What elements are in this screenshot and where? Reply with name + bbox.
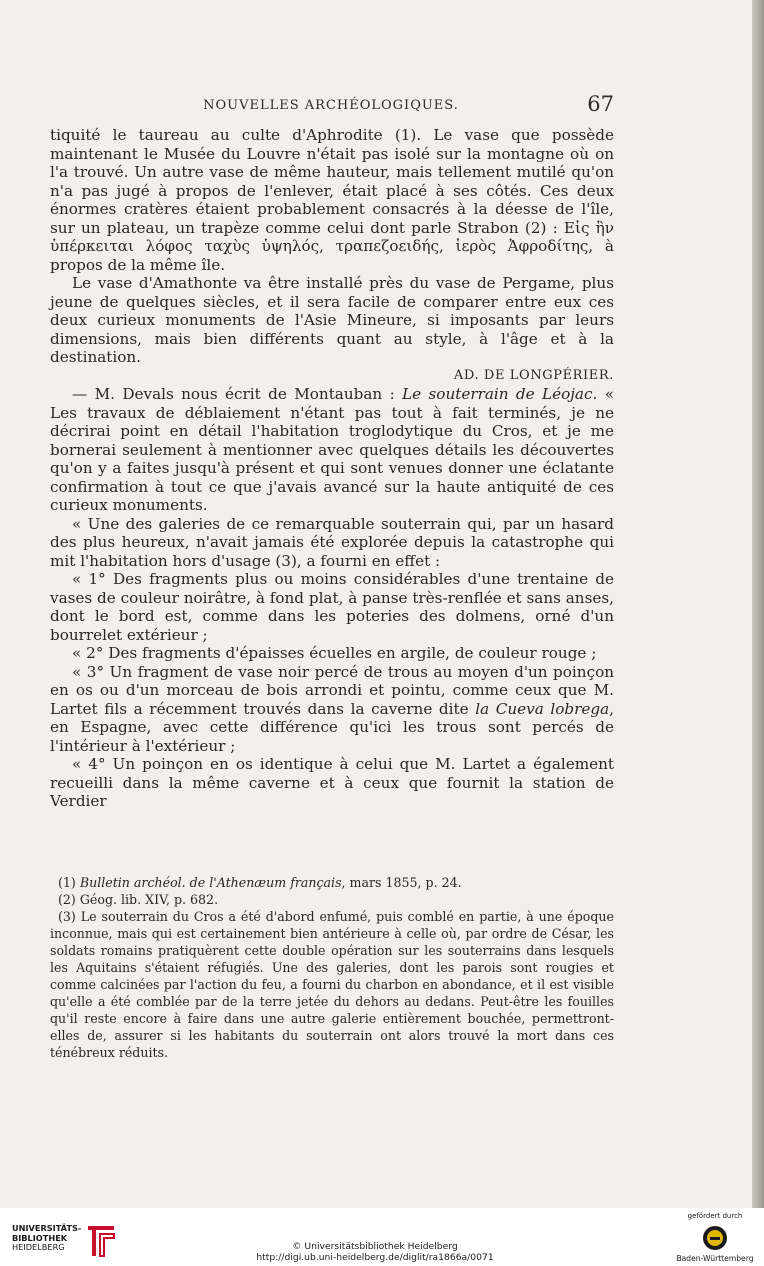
footnotes (50, 874, 614, 1061)
paragraph-7 (50, 663, 614, 756)
footnote-1 (50, 874, 614, 891)
footnote-1-source: Bulletin archéol. de l'Athenæum français (79, 875, 342, 890)
library-name (12, 1224, 88, 1253)
signature: AD. DE LONGPÉRIER. (453, 367, 614, 383)
library-name-line3: HEIDELBERG (12, 1242, 65, 1252)
running-header (48, 92, 614, 122)
funded-by-label: gefördert durch (687, 1212, 743, 1220)
paragraph-3-title: Le souterrain de Léojac. (402, 385, 598, 403)
footnote-1-num: (1) (58, 875, 80, 890)
copyright-credit (250, 1242, 500, 1263)
library-logo[interactable] (12, 1222, 132, 1262)
paragraph-4: « Une des galeries de ce remarquable souterrain qui, par un hasard des plus heureux, n'avait jamais été explorée depuis la catastrophe qui mit l'habitation hors d'usage (3), a fourni en effet : (50, 514, 614, 570)
main-text (50, 126, 614, 811)
footnote-2: (2) Géog. lib. XIV, p. 682. (58, 892, 219, 907)
paragraph-5: « 1° Des fragments plus ou moins considérables d'une trentaine de vases de couleur noirâtre, à fond plat, à panse très-renflée et sans anses, dont le bord est, comme dans les poteries des dolmens, orné d'un bourrelet extérieur ; (50, 570, 614, 644)
library-name-line1: UNIVERSITÄTS- (12, 1223, 82, 1233)
footnote-3: (3) Le souterrain du Cros a été d'abord enfumé, puis comblé en partie, à une époque inconnue, mais qui est certainement bien antérieure à celle où, par ordre de César, les soldats romains pratiquèrent cette double opération sur les souterrains dans lesquels les Aquitains s'étaient réfugiés. Une des galeries, dont les parois sont rougies et comme calcinées par l'action du feu, a fourni du charbon en abondance, et il est visible qu'elle a été comblée par de la terre jetée du dehors au dedans. Peut-être les fouilles qu'il reste encore à faire dans une autre galerie entièrement bouchée, permettront-elles de, assurer si les habitants du souterrain ont alors trouvé la mort dans ces ténébreux réduits. (50, 909, 614, 1060)
footnote-1-rest: , mars 1855, p. 24. (341, 875, 462, 890)
source-url-link[interactable]: http://digi.ub.uni-heidelberg.de/diglit/ra1866a/0071 (256, 1251, 494, 1263)
paragraph-3-start: — M. Devals nous écrit de Montauban : (72, 385, 403, 403)
paragraph-7-rest: , en Espagne, avec cette différence qu'ici les trous sont percés de l'intérieur à l'extérieur ; (50, 699, 614, 755)
state-coat-of-arms-icon (702, 1225, 728, 1251)
paragraph-3 (50, 385, 614, 515)
paragraph-2: Le vase d'Amathonte va être installé près du vase de Pergame, plus jeune de quelques siècles, et il sera facile de comparer entre eux ces deux curieux monuments de l'Asie Mineure, si imposants par leurs dimensions, mais bien différents quant au style, à l'âge et à la destination. (50, 274, 614, 366)
paragraph-1: tiquité le taureau au culte d'Aphrodite (1). Le vase que possède maintenant le Musée du Louvre n'était pas isolé sur la montagne où on l'a trouvé. Un autre vase de même hauteur, mais tellement mutilé qu'on n'a pas jugé à propos de l'enlever, était placé à ses côtés. Ces deux énormes cratères étaient probablement consacrés à la déesse de l'île, sur un plateau, un trapèze comme celui dont parle Strabon (2) : Εἰς ἣν ὑπέρκειται λόφος ταχὺς ὑψηλός, τραπεζοειδής, ἱερὸς Ἀφροδίτης, à propos de la même île. (50, 126, 614, 274)
page-number: 67 (587, 92, 614, 116)
copyright-text: © Universitätsbibliothek Heidelberg (292, 1241, 458, 1252)
paragraph-7-start: « 3° Un fragment de vase noir percé de trous au moyen d'un poinçon en os ou d'un morceau de bois arrondi et pointu, comme ceux que M. Lartet fils a récemment trouvés dans la caverne dite (50, 662, 614, 718)
running-title: NOUVELLES ARCHÉOLOGIQUES. (203, 98, 459, 113)
funder-name: Baden-Württemberg (676, 1254, 754, 1263)
page-spine-shadow (752, 0, 764, 1208)
paragraph-6: « 2° Des fragments d'épaisses écuelles en argile, de couleur rouge ; (72, 644, 597, 662)
paragraph-7-cave-name: la Cueva lobrega (475, 699, 610, 718)
library-name-line2: BIBLIOTHEK (12, 1232, 68, 1243)
library-emblem-icon (84, 1222, 118, 1260)
paragraph-3-rest: « Les travaux de déblaiement n'étant pas tout à fait terminés, je ne décrirai point en détail l'habitation troglodytique du Cros, et je me bornerai seulement à mentionner avec quelques détails les découvertes qu'on y a faites jusqu'à présent et qui sont venues donner une éclatante confirmation à tout ce que j'avais avancé sur la haute antiquité de ces curieux monuments. (50, 385, 614, 514)
digitization-footer (0, 1208, 764, 1266)
paragraph-8: « 4° Un poinçon en os identique à celui que M. Lartet a également recueilli dans la même caverne et à ceux que fournit la station de Verdier (50, 755, 614, 810)
funder-logo[interactable] (670, 1212, 760, 1264)
